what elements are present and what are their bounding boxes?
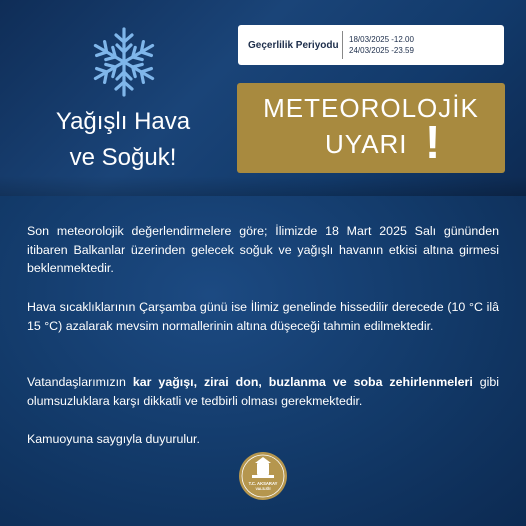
caution-prefix: Vatandaşlarımızın: [27, 375, 133, 389]
headline-line-2: ve Soğuk!: [69, 144, 177, 171]
warning-title-line-1: METEOROLOJİK: [263, 93, 479, 123]
snowflake-icon: [88, 26, 160, 98]
caution-hazards: kar yağışı, zirai don, buzlanma ve soba zehirlenmeleri: [132, 375, 473, 389]
aksaray-governorship-seal-icon: [238, 451, 288, 501]
headline-line-1: Yağışlı Hava: [55, 108, 191, 135]
paragraph-announcement: Kamuoyuna saygıyla duyurulur.: [27, 432, 200, 446]
exclamation-icon: !: [425, 116, 441, 168]
meteorological-warning-box: [237, 83, 505, 173]
validity-to: 24/03/2025 -23.59: [349, 46, 414, 55]
warning-title-line-2: UYARI: [325, 129, 408, 159]
seal-text-line-1: T.C. AKSARAY: [248, 481, 278, 486]
paragraph-forecast: Son meteorolojik değerlendirmelere göre; İlimizde 18 Mart 2025 Salı gününden itibaren Balkanlar üzerinden gelecek soğuk ve yağışlı havanın etkisi altına girmesi beklenmektedir.: [27, 224, 499, 275]
validity-period-box: [238, 25, 504, 65]
caution-suffix: gibi olumsuzluklara karşı dikkatli ve tedbirli olması gerekmektedir.: [27, 375, 499, 408]
validity-from: 18/03/2025 -12.00: [349, 35, 414, 44]
paragraph-caution: [27, 373, 499, 410]
validity-dates: [342, 31, 414, 59]
validity-label: Geçerlilik Periyodu: [248, 39, 339, 51]
seal-text-line-2: VALİLİĞİ: [255, 487, 271, 491]
paragraph-temperature: Hava sıcaklıklarının Çarşamba günü ise İlimiz genelinde hissedilir derecede (10 °C ilâ 15 °C) azalarak mevsim normallerinin altına düşeceği tahmin edilmektedir.: [27, 300, 499, 333]
